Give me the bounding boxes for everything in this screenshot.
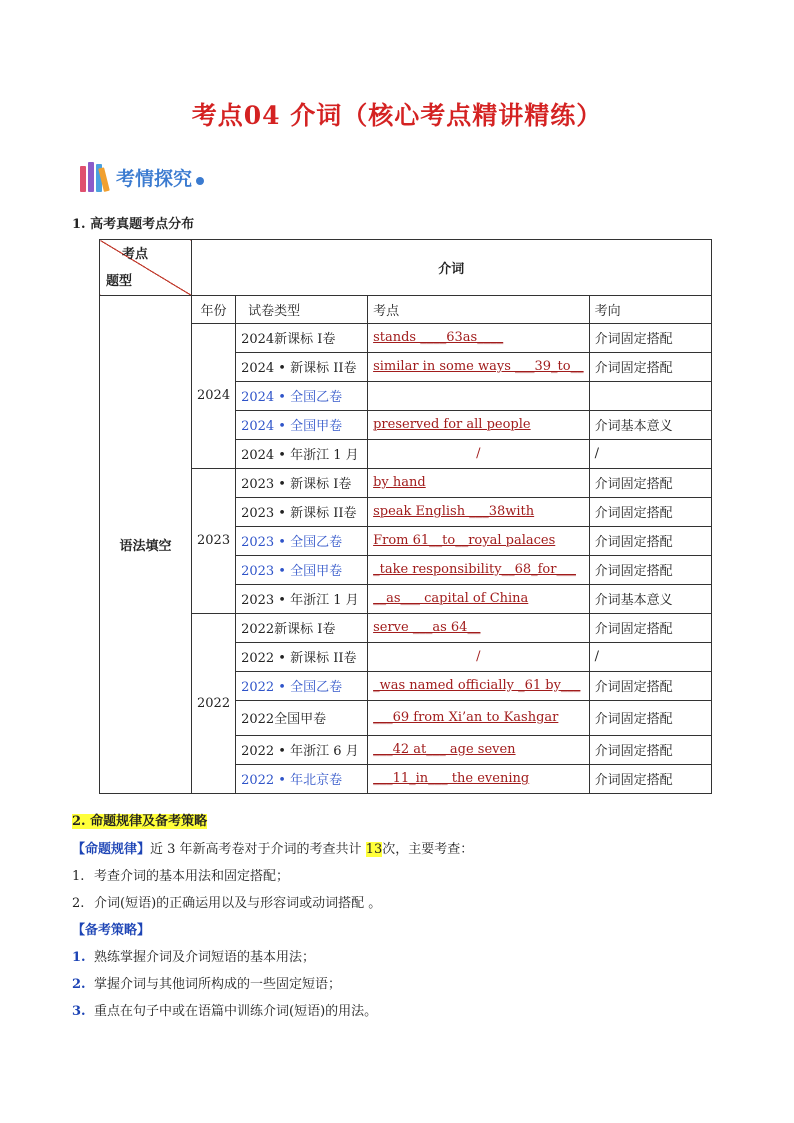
dot-icon bbox=[196, 177, 204, 185]
paper-cell: 2024 • 全国乙卷 bbox=[236, 381, 368, 410]
strategy-label: 【备考策略】 bbox=[72, 923, 151, 938]
main-header: 介词 bbox=[192, 240, 712, 296]
rule-item: 2. 介词(短语)的正确运用以及与形容词或动词搭配 。 bbox=[72, 896, 382, 911]
rule-item: 1. 考查介词的基本用法和固定搭配； bbox=[72, 869, 290, 884]
point-cell: ___42 at___ age seven bbox=[368, 735, 590, 764]
direction-cell: 介词固定搭配 bbox=[589, 468, 711, 497]
point-cell: by hand bbox=[368, 468, 590, 497]
table-row bbox=[100, 468, 712, 497]
point-cell: ___11_in___ the evening bbox=[368, 764, 590, 793]
banner-title: 考情探究 bbox=[116, 167, 193, 190]
paper-cell: 2023 • 新课标 I卷 bbox=[236, 468, 368, 497]
point-cell: _was named officially _61 by___ bbox=[368, 671, 590, 700]
direction-cell: 介词固定搭配 bbox=[589, 352, 711, 381]
paper-cell: 2023 • 全国乙卷 bbox=[236, 526, 368, 555]
paper-cell: 2024新课标 I卷 bbox=[236, 323, 368, 352]
direction-cell: 介词基本意义 bbox=[589, 584, 711, 613]
paper-cell: 2024 • 全国甲卷 bbox=[236, 410, 368, 439]
section1-heading: 1. 高考真题考点分布 bbox=[72, 217, 195, 232]
year-cell: 2024 bbox=[192, 323, 236, 468]
direction-cell bbox=[589, 381, 711, 410]
corner-bottom-label: 题型 bbox=[106, 274, 133, 289]
point-cell: _take responsibility__68_for___ bbox=[368, 555, 590, 584]
direction-cell: 介词固定搭配 bbox=[589, 700, 711, 735]
section-label: 语法填空 bbox=[100, 296, 192, 794]
col-header-direction: 考向 bbox=[589, 296, 711, 324]
rule-count: 13 bbox=[365, 842, 383, 857]
paper-cell: 2022 • 全国乙卷 bbox=[236, 671, 368, 700]
paper-cell: 2022 • 年浙江 6 月 bbox=[236, 735, 368, 764]
point-cell: __as___ capital of China bbox=[368, 584, 590, 613]
direction-cell: / bbox=[589, 642, 711, 671]
section2-heading: 2. 命题规律及备考策略 bbox=[72, 814, 208, 829]
strategy-item: 3. 重点在句子中或在语篇中训练介词(短语)的用法。 bbox=[72, 1004, 378, 1019]
direction-cell: 介词固定搭配 bbox=[589, 497, 711, 526]
rule-line: 【命题规律】近 3 年新高考卷对于介词的考查共计 13次，主要考查： bbox=[72, 842, 474, 857]
point-cell: speak English ___38with bbox=[368, 497, 590, 526]
point-cell: / bbox=[368, 642, 590, 671]
col-header-paper: 试卷类型 bbox=[236, 296, 368, 324]
paper-cell: 2022 • 新课标 II卷 bbox=[236, 642, 368, 671]
direction-cell: 介词固定搭配 bbox=[589, 555, 711, 584]
paper-cell: 2022 • 年北京卷 bbox=[236, 764, 368, 793]
year-cell: 2023 bbox=[192, 468, 236, 613]
direction-cell: 介词固定搭配 bbox=[589, 671, 711, 700]
direction-cell: 介词固定搭配 bbox=[589, 764, 711, 793]
point-cell: ___69 from Xi’an to Kashgar bbox=[368, 700, 590, 735]
page-title: 考点04 介词（核心考点精讲精练） bbox=[191, 101, 603, 130]
paper-cell: 2024 • 年浙江 1 月 bbox=[236, 439, 368, 468]
col-header-point: 考点 bbox=[368, 296, 590, 324]
col-header-year: 年份 bbox=[192, 296, 236, 324]
paper-cell: 2022新课标 I卷 bbox=[236, 613, 368, 642]
point-cell: stands ____63as____ bbox=[368, 323, 590, 352]
books-icon bbox=[80, 162, 112, 192]
strategy-section bbox=[72, 836, 473, 1025]
direction-cell: / bbox=[589, 439, 711, 468]
paper-cell: 2024 • 新课标 II卷 bbox=[236, 352, 368, 381]
direction-cell: 介词固定搭配 bbox=[589, 613, 711, 642]
paper-cell: 2023 • 年浙江 1 月 bbox=[236, 584, 368, 613]
table-row bbox=[100, 613, 712, 642]
strategy-item: 2. 掌握介词与其他词所构成的一些固定短语； bbox=[72, 977, 342, 992]
point-cell: / bbox=[368, 439, 590, 468]
point-cell bbox=[368, 381, 590, 410]
corner-header bbox=[100, 240, 192, 296]
paper-cell: 2023 • 新课标 II卷 bbox=[236, 497, 368, 526]
rule-label: 【命题规律】 bbox=[72, 842, 151, 857]
year-cell: 2022 bbox=[192, 613, 236, 793]
point-cell: similar in some ways ___39_to__ bbox=[368, 352, 590, 381]
direction-cell: 介词固定搭配 bbox=[589, 735, 711, 764]
point-cell: serve ___as 64__ bbox=[368, 613, 590, 642]
corner-top-label: 考点 bbox=[122, 247, 149, 262]
distribution-table bbox=[99, 239, 712, 794]
section-banner bbox=[80, 160, 204, 194]
paper-cell: 2023 • 全国甲卷 bbox=[236, 555, 368, 584]
point-cell: preserved for all people bbox=[368, 410, 590, 439]
table-row bbox=[100, 323, 712, 352]
direction-cell: 介词基本意义 bbox=[589, 410, 711, 439]
direction-cell: 介词固定搭配 bbox=[589, 526, 711, 555]
paper-cell: 2022全国甲卷 bbox=[236, 700, 368, 735]
strategy-item: 1. 熟练掌握介词及介词短语的基本用法； bbox=[72, 950, 316, 965]
point-cell: From 61__to__royal palaces bbox=[368, 526, 590, 555]
direction-cell: 介词固定搭配 bbox=[589, 323, 711, 352]
